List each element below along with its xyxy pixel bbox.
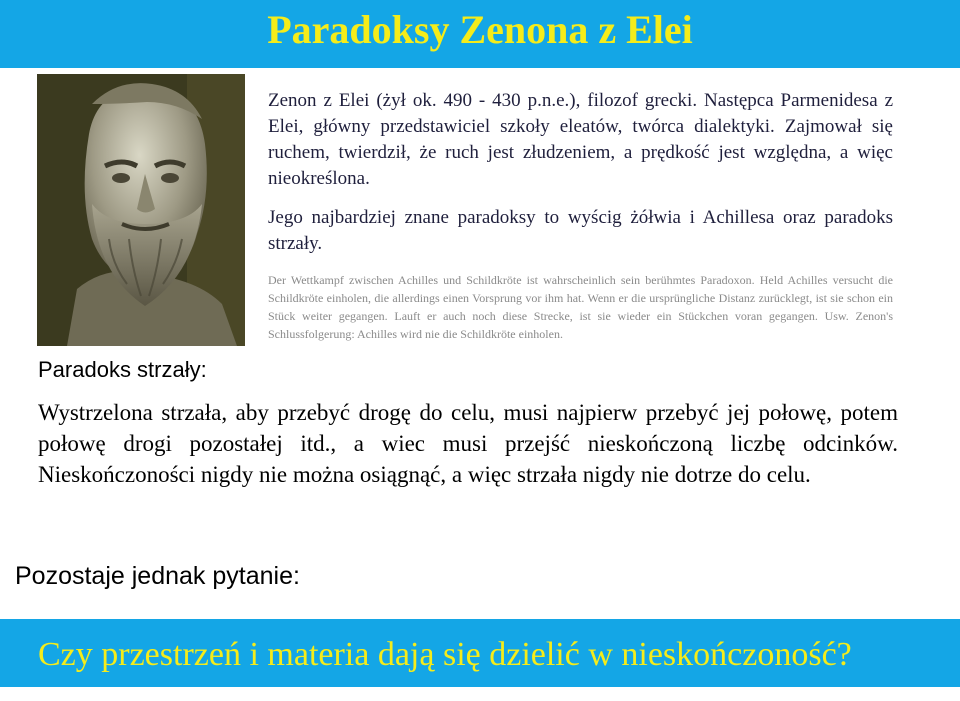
question-text: Czy przestrzeń i materia dają się dzielić w nieskończoność? [38,636,852,673]
zeno-bust-portrait [37,74,245,346]
slide-title: Paradoksy Zenona z Elei [267,7,693,52]
arrow-paradox-text: Wystrzelona strzała, aby przebyć drogę do celu, musi najpierw przebyć jej połowę, potem połowę drogi pozostałej itd., a wiec musi przejść nieskończoną liczbę odcinków. Nieskończoności nigdy nie można osiągnąć, a więc strzała nigdy nie dotrze do celu. [38,400,898,487]
german-achilles-note: Der Wettkampf zwischen Achilles und Schildkröte ist wahrscheinlich sein berühmtes Paradoxon. Held Achilles versucht die Schildkröte einholen, die allerdings einen Vorsprung vor ihm hat. Wenn er die ursprüngliche Distanz zurücklegt, ist sie schon ein Stück weiter gegangen. Lauft er auch noch diese Strecke, ist sie wieder ein Stückchen voran gegangen. Usw. Zenon's Schlussfolgerung: Achilles wird nie die Schildkröte einholen. [268,273,893,341]
arrow-paradox-heading: Paradoks strzały: [38,357,207,382]
zeno-biography [268,88,893,257]
paradoxes-paragraph: Jego najbardziej znane paradoksy to wyścig żółwia i Achillesa oraz paradoks strzały. [268,207,893,254]
question-label: Pozostaje jednak pytanie: [15,562,300,590]
biography-paragraph: Zenon z Elei (żył ok. 490 - 430 p.n.e.), filozof grecki. Następca Parmenidesa z Elei, główny przedstawiciel szkoły eleatów, twórca dialektyki. Zajmował się ruchem, twierdził, że ruch jest złudzeniem, a prędkość jest względna, a więc nieokreślona. [268,90,893,189]
